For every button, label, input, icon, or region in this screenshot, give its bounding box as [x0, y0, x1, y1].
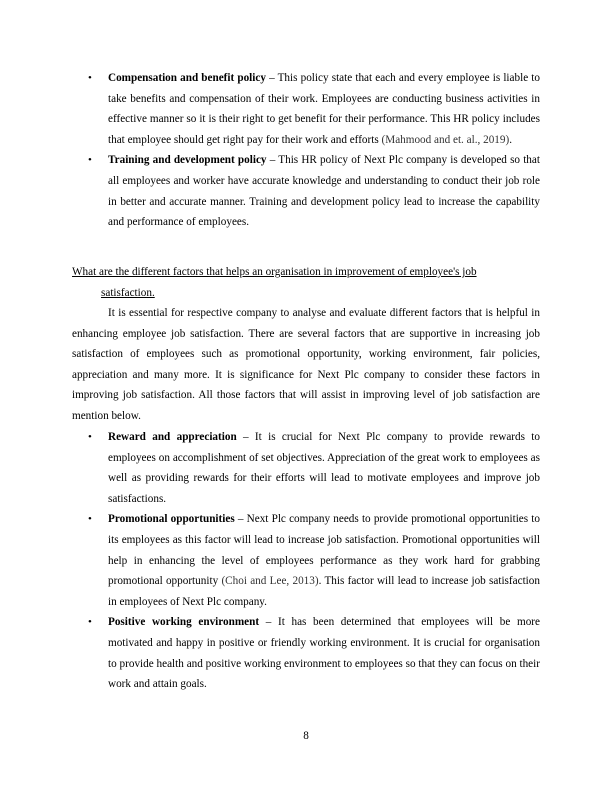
list-item-term: Promotional opportunities [108, 513, 235, 526]
policy-list-section [72, 68, 540, 233]
list-item [72, 509, 540, 612]
section-heading-line2: satisfaction. [101, 286, 155, 299]
factors-list [72, 427, 540, 695]
list-item-text-after: . This factor will lead to increase job satisfaction in employees of Next Plc company. [108, 575, 540, 608]
list-item [72, 612, 540, 694]
factors-list-section [72, 427, 540, 695]
list-item-text: – It has been determined that employees will be more motivated and happy in positive or friendly working environment. It is crucial for organisation to provide health and positive working environment to employees so that they can focus on their work and attain goals. [108, 616, 540, 691]
list-item-term: Training and development policy [108, 154, 267, 167]
bullet-icon: • [88, 616, 92, 629]
bullet-icon: • [88, 431, 92, 443]
list-item-term: Compensation and benefit policy [108, 72, 266, 84]
list-item-term: Reward and appreciation [108, 431, 237, 443]
bullet-icon: • [88, 72, 92, 84]
list-item-term: Positive working environment [108, 616, 260, 629]
citation: (Mahmood and et. al., 2019) [381, 133, 510, 146]
body-paragraph: It is essential for respective company to analyse and evaluate different factors that is helpful in enhancing employee job satisfaction. There are several factors that are supportive in increasing job satisfaction of employees such as promotional opportunity, working environment, fair policies, appreciation and many more. It is significance for Next Plc company to consider these factors in improving job satisfaction. All those factors that will assist in improving level of job satisfaction are mention below. [72, 307, 540, 422]
list-item-text: – This policy state that each and every employee is liable to take benefits and compensation of their work. Employees are conducting business activities in effective manner so it is their right to get benefit for their performance. This HR policy includes that employee should get right pay for their work and efforts [108, 72, 541, 146]
body-paragraph-section [72, 303, 540, 427]
bullet-icon: • [88, 513, 92, 526]
list-item-text: – This HR policy of Next Plc company is developed so that all employees and worker have accurate knowledge and understanding to conduct their job role in better and accurate manner. Training and development policy lead to increase the capability and performance of employees. [108, 154, 540, 229]
section-heading-line1: What are the different factors that helps an organisation in improvement of employee's job [72, 266, 477, 278]
list-item [72, 68, 540, 150]
list-item [72, 427, 540, 509]
page-number: 8 [303, 730, 309, 742]
section-heading [72, 262, 540, 303]
bullet-icon: • [88, 154, 92, 167]
list-item-text: – Next Plc company needs to provide promotional opportunities to its employees as this factor will lead to increase job satisfaction. Promotional opportunities will help in enhancing the level of employees performance as they work hard for grabbing promotional opportunity [108, 513, 541, 588]
policy-list [72, 68, 540, 233]
list-item-text: – It is crucial for Next Plc company to provide rewards to employees on accomplishment of set objectives. Appreciation of the great work to employees as well as providing rewards for their efforts will lead to motivate employees and improve job satisfactions. [108, 431, 541, 505]
list-item-text-after: . [509, 133, 513, 146]
list-item [72, 150, 540, 232]
citation: (Choi and Lee, 2013) [221, 575, 319, 588]
